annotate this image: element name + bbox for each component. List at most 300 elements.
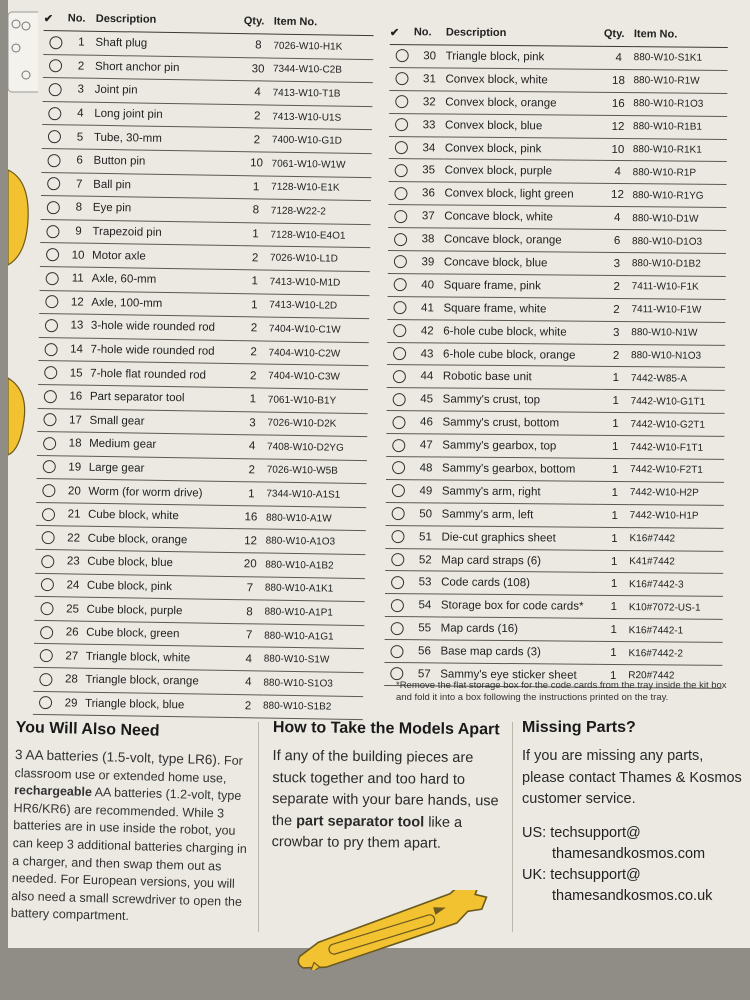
part-quantity: 2 xyxy=(244,700,252,713)
part-checkbox-cell xyxy=(41,172,65,196)
part-item-number: 7404-W10-C1W xyxy=(268,323,341,336)
part-item-number: 880-W10-S1W xyxy=(263,653,330,666)
check-header-icon: ✔ xyxy=(389,26,400,39)
separator-tool-bold: part separator tool xyxy=(296,812,425,831)
part-checkbox-cell xyxy=(389,67,413,90)
part-item-number: 7061-W10-W1W xyxy=(271,158,346,171)
part-row xyxy=(387,342,725,368)
checkbox-circle-icon[interactable] xyxy=(43,413,56,426)
part-quantity: 12 xyxy=(244,534,258,548)
part-checkbox-cell xyxy=(389,136,413,159)
part-description: Convex block, orange xyxy=(445,96,557,110)
part-quantity: 1 xyxy=(249,393,257,406)
checkbox-circle-icon[interactable] xyxy=(48,59,61,72)
part-description: Code cards (108) xyxy=(441,576,530,590)
part-checkbox-cell xyxy=(34,620,58,644)
part-item-number: 7442-W10-H1P xyxy=(629,510,699,522)
part-number: 12 xyxy=(70,296,84,309)
part-item-number: 880-W10-R1W xyxy=(633,75,700,88)
part-number: 39 xyxy=(421,256,435,269)
part-checkbox-cell xyxy=(389,159,413,182)
part-row xyxy=(389,90,727,116)
part-row xyxy=(389,136,727,162)
part-checkbox-cell xyxy=(37,455,61,479)
part-number: 18 xyxy=(68,437,82,451)
checkbox-circle-icon[interactable] xyxy=(49,36,62,49)
part-number: 29 xyxy=(64,697,78,710)
part-item-number: 880-W10-A1K1 xyxy=(264,582,334,596)
part-quantity: 4 xyxy=(245,676,252,689)
part-description: Button pin xyxy=(93,155,146,168)
part-description: Eye pin xyxy=(92,202,132,215)
part-item-number: 7400-W10-G1D xyxy=(271,134,343,147)
part-number: 26 xyxy=(65,626,79,639)
checkbox-circle-icon[interactable] xyxy=(45,272,58,285)
part-quantity: 1 xyxy=(611,532,618,545)
part-quantity: 1 xyxy=(611,463,619,476)
checkbox-circle-icon[interactable] xyxy=(45,295,58,308)
part-quantity: 2 xyxy=(248,464,256,477)
part-number: 45 xyxy=(420,393,434,406)
part-checkbox-cell xyxy=(385,525,409,548)
part-description: Convex block, white xyxy=(445,73,548,87)
part-item-number: 880-W10-N1W xyxy=(631,327,698,339)
checkbox-circle-icon[interactable] xyxy=(394,187,407,200)
part-row xyxy=(388,251,726,277)
checkbox-circle-icon[interactable] xyxy=(40,602,53,615)
part-quantity: 7 xyxy=(246,582,254,595)
part-item-number: K16#7442-2 xyxy=(628,647,684,660)
part-item-number: 880-W10-R1P xyxy=(632,167,697,179)
part-row xyxy=(385,548,723,574)
part-quantity: 4 xyxy=(614,212,621,225)
part-number: 20 xyxy=(67,485,81,498)
part-number: 48 xyxy=(419,462,433,475)
part-checkbox-cell xyxy=(36,502,60,526)
part-checkbox-cell xyxy=(42,101,66,125)
part-checkbox-cell xyxy=(42,125,66,149)
checkbox-circle-icon[interactable] xyxy=(46,225,59,238)
part-row xyxy=(388,228,726,254)
part-number: 44 xyxy=(420,370,434,383)
part-number: 36 xyxy=(422,187,435,200)
part-description: Cube block, pink xyxy=(86,579,173,594)
part-number: 14 xyxy=(70,343,84,356)
part-description: Convex block, light green xyxy=(444,187,574,201)
part-checkbox-cell xyxy=(386,411,410,434)
checkbox-circle-icon[interactable] xyxy=(41,531,54,544)
part-row xyxy=(385,571,723,597)
part-number: 1 xyxy=(78,36,85,49)
part-number: 46 xyxy=(420,416,433,429)
take-apart-text-1: If any of the building pieces are stuck together and too hard to separate with your bare hands, use the xyxy=(271,747,499,829)
part-quantity: 1 xyxy=(612,372,620,385)
part-checkbox-cell xyxy=(38,384,62,408)
us-contact-domain: thamesandkosmos.com xyxy=(552,845,706,862)
part-number: 3 xyxy=(77,84,84,97)
part-number: 9 xyxy=(75,225,82,238)
part-quantity: 1 xyxy=(251,299,258,312)
part-item-number: 880-W10-S1B2 xyxy=(262,700,332,714)
checkbox-circle-icon[interactable] xyxy=(43,390,56,403)
take-apart-text-2: like a crowbar to pry them apart. xyxy=(271,814,463,852)
part-description: Part separator tool xyxy=(89,390,185,405)
part-checkbox-cell xyxy=(384,640,408,663)
part-number: 52 xyxy=(418,553,432,566)
part-item-number: 880-W10-D1W xyxy=(632,212,699,225)
also-need-text xyxy=(11,746,256,929)
part-item-number: 880-W10-R1YG xyxy=(632,189,704,202)
part-checkbox-cell xyxy=(34,644,58,668)
checkbox-circle-icon[interactable] xyxy=(395,118,408,131)
part-item-number: R20#7442 xyxy=(628,670,675,682)
part-item-number: 7413-W10-U1S xyxy=(272,111,342,124)
part-checkbox-cell xyxy=(386,502,410,525)
checkbox-circle-icon[interactable] xyxy=(39,649,52,662)
part-description: Sammy's eye sticker sheet xyxy=(440,668,577,682)
part-item-number: 880-W10-R1K1 xyxy=(632,144,702,156)
part-quantity: 2 xyxy=(612,349,620,362)
part-number: 31 xyxy=(423,73,436,86)
part-item-number: 7026-W10-W5B xyxy=(266,465,338,478)
part-checkbox-cell xyxy=(388,182,412,205)
part-number: 15 xyxy=(69,367,83,380)
part-checkbox-cell xyxy=(388,273,412,296)
part-item-number: K16#7442-3 xyxy=(629,579,684,591)
part-quantity: 18 xyxy=(612,74,625,87)
part-description: Concave block, orange xyxy=(444,233,562,247)
part-checkbox-cell xyxy=(385,548,409,571)
part-row xyxy=(388,182,726,208)
part-item-number: 880-W10-A1O3 xyxy=(265,535,336,548)
checkbox-circle-icon[interactable] xyxy=(47,177,60,190)
part-row xyxy=(387,319,725,345)
part-quantity: 3 xyxy=(249,417,256,430)
checkbox-circle-icon[interactable] xyxy=(395,49,408,62)
part-checkbox-cell xyxy=(385,594,409,617)
part-number: 35 xyxy=(422,164,436,177)
description-header: Description xyxy=(95,12,157,26)
part-description: Sammy's gearbox, top xyxy=(442,439,557,453)
checkbox-circle-icon[interactable] xyxy=(394,210,407,223)
checkbox-circle-icon[interactable] xyxy=(390,668,403,681)
part-row xyxy=(389,159,727,185)
part-separator-tool-icon xyxy=(288,890,498,970)
part-quantity: 2 xyxy=(251,251,259,265)
part-checkbox-cell xyxy=(388,228,412,251)
part-checkbox-cell xyxy=(386,479,410,502)
rechargeable-bold: rechargeable xyxy=(13,783,93,800)
part-item-number: 7128-W10-E1K xyxy=(271,181,340,195)
part-checkbox-cell xyxy=(387,365,411,388)
part-checkbox-cell xyxy=(389,90,413,113)
part-quantity: 10 xyxy=(250,157,264,170)
checkbox-circle-icon[interactable] xyxy=(48,107,61,120)
part-description: Concave block, blue xyxy=(443,256,548,270)
checkbox-circle-icon[interactable] xyxy=(391,530,404,543)
part-row xyxy=(386,502,724,528)
part-item-number: 7411-W10-F1W xyxy=(631,304,702,316)
column-divider xyxy=(512,722,513,932)
checkbox-circle-icon[interactable] xyxy=(390,622,403,635)
part-item-number: 880-W10-R1O3 xyxy=(633,98,704,110)
part-item-number: 7442-W10-H2P xyxy=(629,487,699,500)
part-number: 2 xyxy=(77,60,85,73)
part-row xyxy=(385,525,723,551)
checkbox-circle-icon[interactable] xyxy=(38,696,51,709)
part-description: Die-cut graphics sheet xyxy=(441,531,556,545)
part-description: Small gear xyxy=(89,414,145,428)
part-checkbox-cell xyxy=(34,597,58,621)
checkbox-circle-icon[interactable] xyxy=(391,484,404,497)
part-number: 16 xyxy=(69,390,83,403)
checkbox-circle-icon[interactable] xyxy=(45,248,58,261)
part-quantity: 1 xyxy=(610,578,618,591)
checkbox-circle-icon[interactable] xyxy=(44,343,57,356)
part-number: 13 xyxy=(70,319,84,333)
part-quantity: 16 xyxy=(611,97,625,110)
part-description: 7-hole wide rounded rod xyxy=(90,343,215,358)
part-number: 41 xyxy=(421,302,434,315)
part-quantity: 1 xyxy=(252,228,259,241)
checkbox-circle-icon[interactable] xyxy=(41,555,54,568)
part-number: 23 xyxy=(66,555,80,568)
part-number: 51 xyxy=(419,530,432,544)
checkbox-circle-icon[interactable] xyxy=(44,319,57,332)
part-number: 17 xyxy=(68,414,82,427)
part-checkbox-cell xyxy=(41,196,65,220)
part-description: 3-hole wide rounded rod xyxy=(90,320,216,335)
checkbox-circle-icon[interactable] xyxy=(392,370,405,383)
part-checkbox-cell xyxy=(387,388,411,411)
checkbox-circle-icon[interactable] xyxy=(391,553,404,566)
part-quantity: 1 xyxy=(610,669,617,682)
part-description: Convex block, pink xyxy=(444,141,542,155)
part-item-number: 880-W10-D1O3 xyxy=(632,235,703,248)
part-quantity: 2 xyxy=(250,322,258,335)
part-item-number: 7026-W10-L1D xyxy=(269,252,338,265)
part-checkbox-cell xyxy=(38,337,62,361)
part-number: 37 xyxy=(421,210,435,223)
kit-contents-page xyxy=(8,0,750,948)
parts-table-left xyxy=(33,6,374,720)
part-number: 27 xyxy=(65,650,79,663)
part-checkbox-cell xyxy=(387,342,411,365)
part-row xyxy=(386,411,724,437)
part-item-number: K41#7442 xyxy=(629,556,675,568)
part-quantity: 4 xyxy=(245,652,253,666)
part-checkbox-cell xyxy=(389,113,413,136)
checkbox-circle-icon[interactable] xyxy=(393,324,406,337)
checkbox-circle-icon[interactable] xyxy=(392,461,405,474)
missing-parts-section xyxy=(522,718,742,907)
part-item-number: 7413-W10-M1D xyxy=(269,276,341,289)
checkbox-circle-icon[interactable] xyxy=(395,95,408,108)
part-quantity: 1 xyxy=(612,441,619,454)
part-description: Worm (for worm drive) xyxy=(88,485,203,500)
part-checkbox-cell xyxy=(385,571,409,594)
part-item-number: 7408-W10-D2YG xyxy=(267,441,344,454)
checkbox-circle-icon[interactable] xyxy=(41,508,54,521)
part-checkbox-cell xyxy=(37,432,61,456)
part-item-number: 7128-W22-2 xyxy=(270,205,326,218)
part-number: 55 xyxy=(418,622,432,635)
part-quantity: 1 xyxy=(612,395,619,408)
part-description: 6-hole cube block, orange xyxy=(443,347,576,362)
part-description: Storage box for code cards* xyxy=(440,599,584,614)
part-checkbox-cell xyxy=(40,266,64,290)
part-quantity: 8 xyxy=(246,605,253,618)
take-apart-text xyxy=(272,746,508,856)
checkbox-circle-icon[interactable] xyxy=(43,437,56,450)
part-checkbox-cell xyxy=(39,290,63,314)
part-checkbox-cell xyxy=(388,205,412,228)
part-checkbox-cell xyxy=(387,296,411,319)
part-quantity: 16 xyxy=(244,511,258,524)
part-quantity: 1 xyxy=(611,555,618,568)
part-checkbox-cell xyxy=(386,434,410,457)
checkbox-circle-icon[interactable] xyxy=(394,141,407,154)
checkbox-circle-icon[interactable] xyxy=(391,576,404,589)
part-number: 25 xyxy=(66,602,80,616)
part-item-number: 880-W10-A1W xyxy=(265,512,332,525)
checkbox-circle-icon[interactable] xyxy=(39,673,52,686)
checkbox-circle-icon[interactable] xyxy=(47,130,60,143)
checkbox-circle-icon[interactable] xyxy=(47,154,60,167)
part-checkbox-cell xyxy=(35,549,59,573)
part-quantity: 2 xyxy=(613,303,620,316)
checkbox-circle-icon[interactable] xyxy=(390,645,403,658)
part-number: 30 xyxy=(423,50,437,63)
part-quantity: 12 xyxy=(611,189,624,202)
part-checkbox-cell xyxy=(37,408,61,432)
part-checkbox-cell xyxy=(39,314,63,338)
part-quantity: 6 xyxy=(613,235,621,248)
part-row xyxy=(386,479,724,505)
part-quantity: 1 xyxy=(252,181,260,194)
part-quantity: 2 xyxy=(249,369,257,382)
part-description: Sammy's arm, left xyxy=(441,508,534,522)
column-divider xyxy=(258,722,259,932)
part-row xyxy=(385,617,723,643)
checkbox-circle-icon[interactable] xyxy=(393,255,406,268)
table-header-row xyxy=(390,20,728,47)
part-quantity: 4 xyxy=(614,166,621,179)
part-number: 54 xyxy=(418,599,432,612)
part-number: 21 xyxy=(67,508,81,521)
part-row xyxy=(390,44,728,70)
part-number: 4 xyxy=(77,107,84,120)
checkbox-circle-icon[interactable] xyxy=(392,416,405,429)
part-quantity: 12 xyxy=(611,120,625,133)
part-item-number: 7026-W10-D2K xyxy=(267,417,337,430)
part-number: 10 xyxy=(71,249,85,262)
checkbox-circle-icon[interactable] xyxy=(40,626,53,639)
item-no-header: Item No. xyxy=(273,15,318,29)
part-number: 33 xyxy=(422,118,436,132)
part-item-number: 880-W10-A1P1 xyxy=(264,606,333,619)
part-checkbox-cell xyxy=(387,319,411,342)
model-illustration-edge xyxy=(8,0,38,470)
checkbox-circle-icon[interactable] xyxy=(392,393,405,406)
part-row xyxy=(33,691,363,720)
missing-parts-text: If you are missing any parts, please contact Thames & Kosmos customer service. xyxy=(522,748,742,807)
checkbox-circle-icon[interactable] xyxy=(392,439,405,452)
also-need-title: You Will Also Need xyxy=(15,718,160,740)
part-checkbox-cell xyxy=(33,691,57,715)
part-description: Trapezoid pin xyxy=(92,225,162,239)
part-quantity: 1 xyxy=(610,624,617,637)
checkbox-circle-icon[interactable] xyxy=(393,278,406,291)
part-number: 28 xyxy=(64,673,78,686)
part-number: 22 xyxy=(67,532,81,545)
part-item-number: K16#7442 xyxy=(629,533,676,545)
part-description: Convex block, purple xyxy=(444,164,553,178)
part-description: Square frame, pink xyxy=(443,279,541,293)
description-header: Description xyxy=(445,26,507,40)
part-description: Convex block, blue xyxy=(445,119,543,132)
part-description: Cube block, blue xyxy=(87,556,174,570)
part-item-number: 7442-W10-F1T1 xyxy=(630,441,704,454)
part-row xyxy=(389,67,727,93)
qty-header: Qty. xyxy=(243,15,265,28)
checkbox-circle-icon[interactable] xyxy=(48,83,61,96)
checkbox-circle-icon[interactable] xyxy=(394,233,407,246)
part-checkbox-cell xyxy=(41,148,65,172)
part-number: 32 xyxy=(422,96,436,109)
part-quantity: 3 xyxy=(613,326,620,339)
part-item-number: 880-W10-N1O3 xyxy=(631,350,702,362)
checkbox-circle-icon[interactable] xyxy=(44,366,57,379)
part-item-number: K10#7072-US-1 xyxy=(628,601,701,614)
checkbox-circle-icon[interactable] xyxy=(390,599,403,612)
part-item-number: 7413-W10-T1B xyxy=(272,87,341,100)
item-no-header: Item No. xyxy=(633,28,678,41)
also-need-section xyxy=(11,718,256,929)
part-item-number: 7061-W10-B1Y xyxy=(267,394,337,407)
part-checkbox-cell xyxy=(385,617,409,640)
part-quantity: 1 xyxy=(610,601,618,614)
checkbox-circle-icon[interactable] xyxy=(42,484,55,497)
checkbox-circle-icon[interactable] xyxy=(393,347,406,360)
checkbox-circle-icon[interactable] xyxy=(42,461,55,474)
part-quantity: 1 xyxy=(612,418,619,431)
part-quantity: 3 xyxy=(613,257,621,270)
part-description: Axle, 60-mm xyxy=(91,273,157,287)
part-description: Sammy's arm, right xyxy=(441,485,541,499)
part-row xyxy=(388,273,726,299)
part-quantity: 7 xyxy=(245,629,253,642)
part-quantity: 1 xyxy=(248,487,255,500)
checkbox-circle-icon[interactable] xyxy=(46,201,59,214)
part-number: 47 xyxy=(419,439,433,452)
part-description: 7-hole flat rounded rod xyxy=(90,367,207,382)
part-checkbox-cell xyxy=(43,54,67,78)
part-quantity: 8 xyxy=(252,204,260,217)
part-quantity: 1 xyxy=(610,647,617,660)
part-number: 38 xyxy=(421,233,435,246)
uk-contact-label: UK: techsupport@ xyxy=(522,866,641,883)
checkbox-circle-icon[interactable] xyxy=(40,578,53,591)
checkbox-circle-icon[interactable] xyxy=(391,507,404,520)
part-quantity: 2 xyxy=(253,133,261,147)
checkbox-circle-icon[interactable] xyxy=(394,164,407,177)
checkbox-circle-icon[interactable] xyxy=(395,72,408,85)
part-row xyxy=(385,594,723,620)
part-description: Sammy's crust, top xyxy=(442,393,541,407)
part-checkbox-cell xyxy=(35,526,59,550)
checkbox-circle-icon[interactable] xyxy=(393,301,406,314)
